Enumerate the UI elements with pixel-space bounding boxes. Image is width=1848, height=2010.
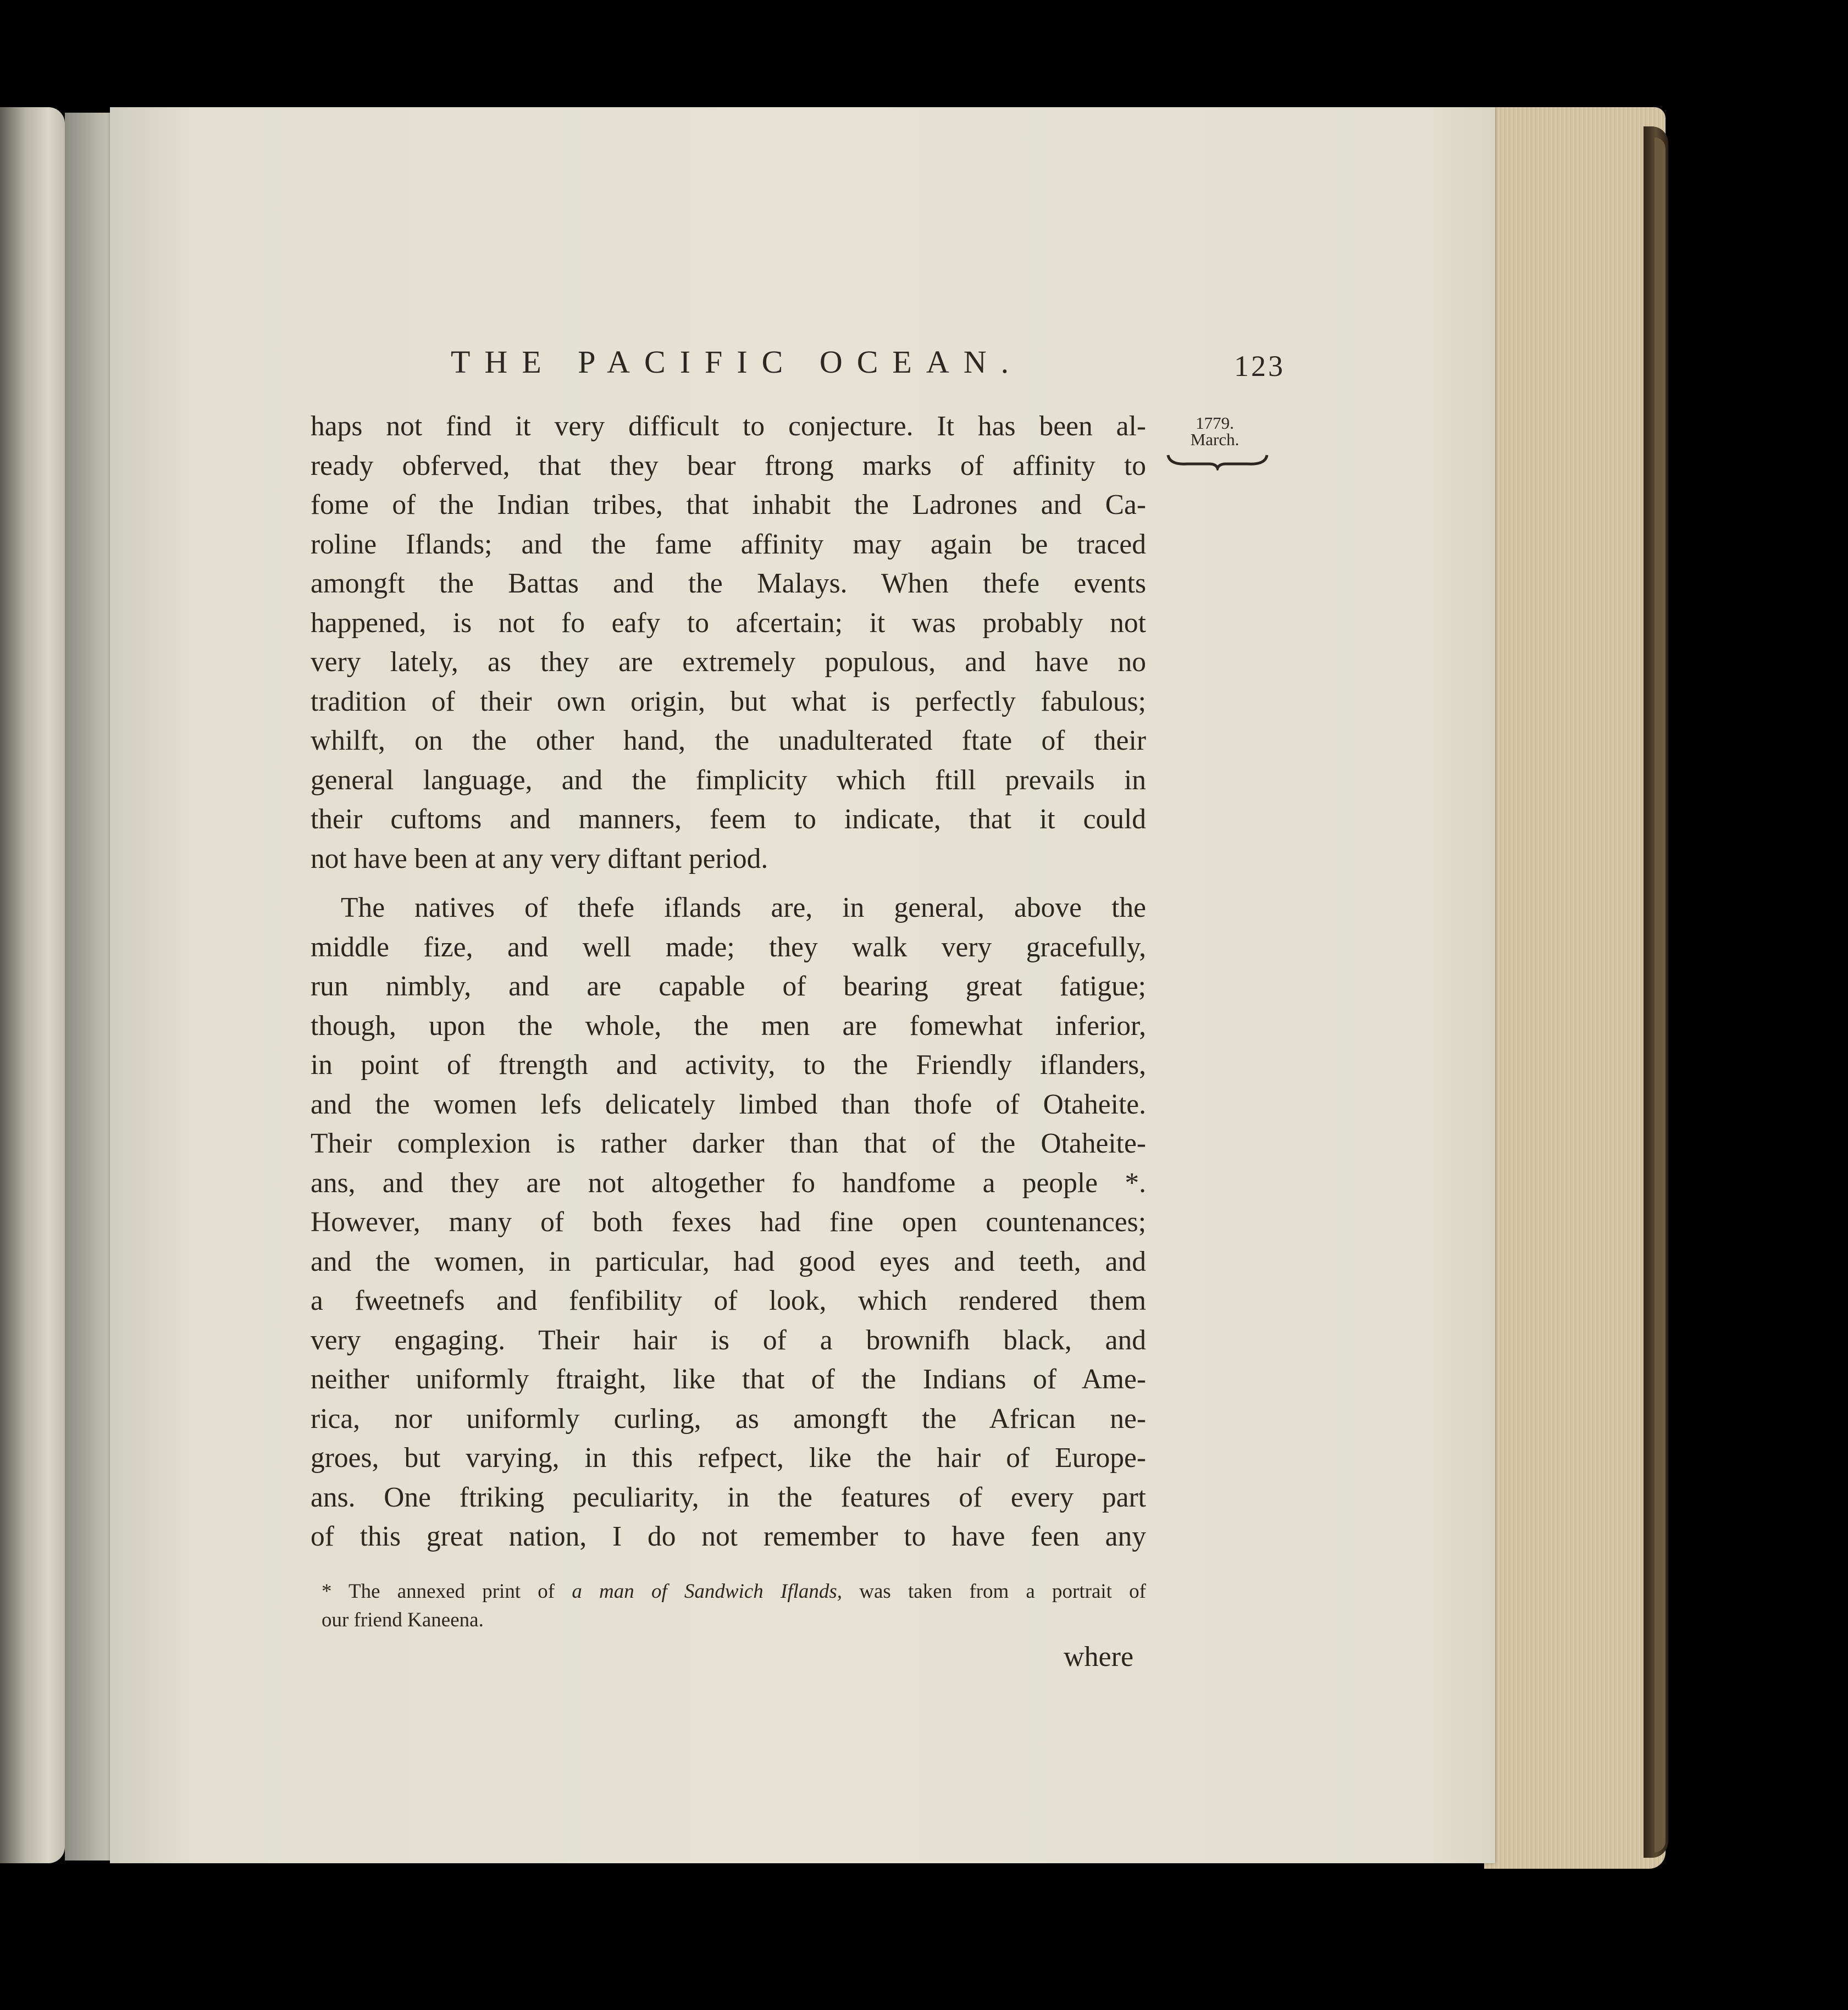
body-line: very lately, as they are extremely populous, and have no [311,646,1146,678]
body-line: neither uniformly ftraight, like that of the Indians of Ame- [311,1364,1146,1395]
body-line: tradition of their own origin, but what is perfectly fabulous; [311,685,1146,717]
body-line: their cuftoms and manners, feem to indicate, that it could [311,804,1146,835]
body-line: However, many of both fexes had fine open countenances; [311,1206,1146,1238]
body-line: very engaging. Their hair is of a brownifh black, and [311,1324,1146,1356]
footnote [322,1577,1146,1635]
body-line: ready obferved, that they bear ftrong marks of affinity to [311,450,1146,481]
footnote-text: was taken from a portrait of [842,1580,1146,1603]
catchword: where [1064,1641,1134,1673]
page-number: 123 [1234,350,1285,383]
body-text [311,407,1146,1557]
body-line: ans. One ftriking peculiarity, in the features of every part [311,1481,1146,1513]
body-line: in point of ftrength and activity, to the Friendly iflanders, [311,1049,1146,1081]
previous-page-edge [0,107,65,1863]
body-line: not have been at any very diftant period. [311,843,768,874]
body-line: run nimbly, and are capable of bearing great fatigue; [311,971,1146,1002]
footnote-line [322,1577,1146,1606]
body-line: of this great nation, I do not remember to have feen any [311,1521,1146,1552]
body-line: whilft, on the other hand, the unadulterated ftate of their [311,725,1146,756]
running-head: THE PACIFIC OCEAN. [451,344,1023,380]
body-line: The natives of thefe iflands are, in general, above the [341,892,1146,923]
body-line: roline Iflands; and the fame affinity may again be traced [311,528,1146,560]
body-line: and the women, in particular, had good eyes and teeth, and [311,1245,1146,1277]
body-line: and the women lefs delicately limbed than thofe of Otaheite. [311,1088,1146,1120]
margin-note [1174,415,1256,448]
body-line: ans, and they are not altogether fo handfome a people *. [311,1167,1146,1199]
body-line: haps not find it very difficult to conjecture. It has been al- [311,411,1146,442]
body-line: happened, is not fo eafy to afcertain; it was probably not [311,607,1146,639]
footnote-text: * The annexed print of [322,1580,572,1603]
book-cover-spine-edge [1655,137,1666,1852]
margin-note-year: 1779. [1196,413,1234,433]
footnote-line: our friend Kaneena. [322,1609,484,1631]
body-line: middle fize, and well made; they walk very gracefully, [311,931,1146,963]
body-line: amongft the Battas and the Malays. When thefe events [311,568,1146,599]
footnote-italic-title: a man of Sandwich Iflands, [572,1580,843,1603]
body-line: general language, and the fimplicity which ftill prevails in [311,764,1146,796]
body-line: groes, but varying, in this refpect, like the hair of Europe- [311,1442,1146,1474]
body-line: Their complexion is rather darker than that of the Otaheite- [311,1128,1146,1159]
page-stack-edge [1484,107,1666,1869]
paragraph-gap [311,878,1146,888]
margin-note-month: March. [1190,430,1240,449]
body-line: though, upon the whole, the men are fomewhat inferior, [311,1010,1146,1042]
margin-brace-icon [1165,451,1270,470]
body-line: a fweetnefs and fenfibility of look, which rendered them [311,1285,1146,1316]
body-line: fome of the Indian tribes, that inhabit the Ladrones and Ca- [311,489,1146,521]
body-line: rica, nor uniformly curling, as amongft the African ne- [311,1403,1146,1435]
